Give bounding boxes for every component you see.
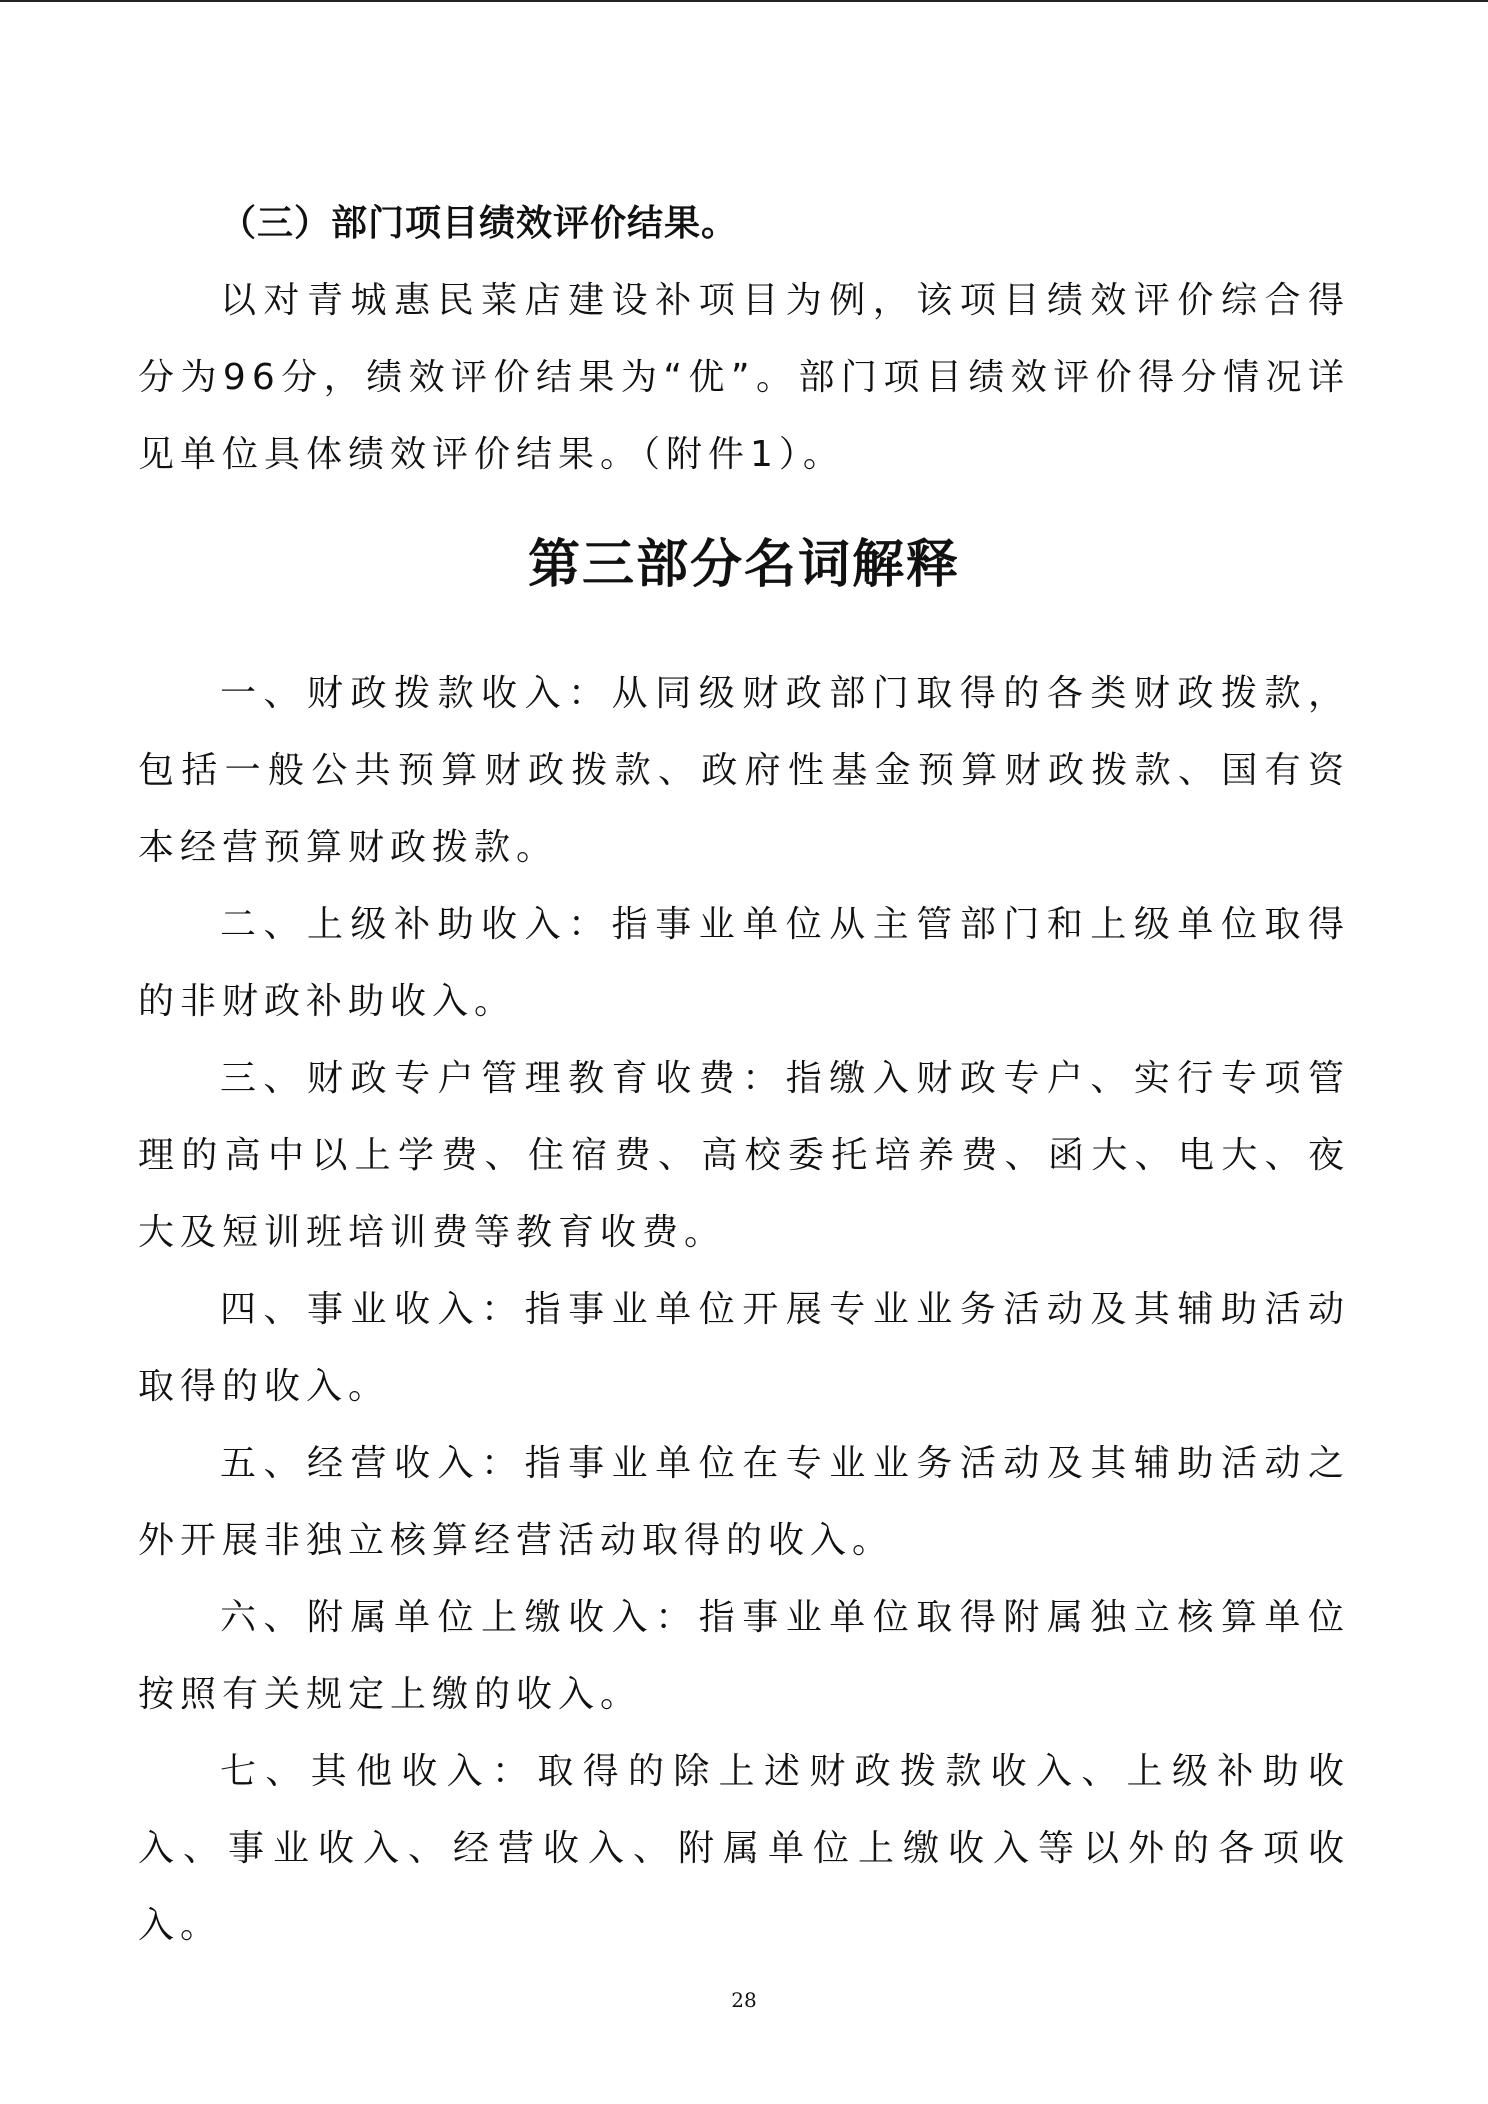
term-item: 四、事业收入：指事业单位开展专业业务活动及其辅助活动取得的收入。 [138,1289,1350,1407]
top-border-line [0,0,1488,2]
term-item: 七、其他收入：取得的除上述财政拨款收入、上级补助收入、事业收入、经营收入、附属单位上缴收入等以外的各项收入。 [138,1751,1350,1946]
section-heading: （三）部门项目绩效评价结果。 [220,203,739,244]
page-number: 28 [731,1988,757,2012]
terms-list [138,655,1350,1964]
section-paragraph: 以对青城惠民菜店建设补项目为例，该项目绩效评价综合得分为96分，绩效评价结果为“优”。部门项目绩效评价得分情况详见单位具体绩效评价结果。（附件1）。 [138,280,1350,475]
term-item: 二、上级补助收入：指事业单位从主管部门和上级单位取得的非财政补助收入。 [138,904,1350,1022]
page-content [138,185,1350,1964]
term-item: 三、财政专户管理教育收费：指缴入财政专户、实行专项管理的高中以上学费、住宿费、高校委托培养费、函大、电大、夜大及短训班培训费等教育收费。 [138,1058,1350,1253]
term-item: 五、经营收入：指事业单位在专业业务活动及其辅助活动之外开展非独立核算经营活动取得的收入。 [138,1443,1350,1561]
term-item: 六、附属单位上缴收入：指事业单位取得附属独立核算单位按照有关规定上缴的收入。 [138,1597,1350,1715]
term-item: 一、财政拨款收入：从同级财政部门取得的各类财政拨款，包括一般公共预算财政拨款、政府性基金预算财政拨款、国有资本经营预算财政拨款。 [138,673,1350,868]
part-title: 第三部分名词解释 [527,535,960,595]
